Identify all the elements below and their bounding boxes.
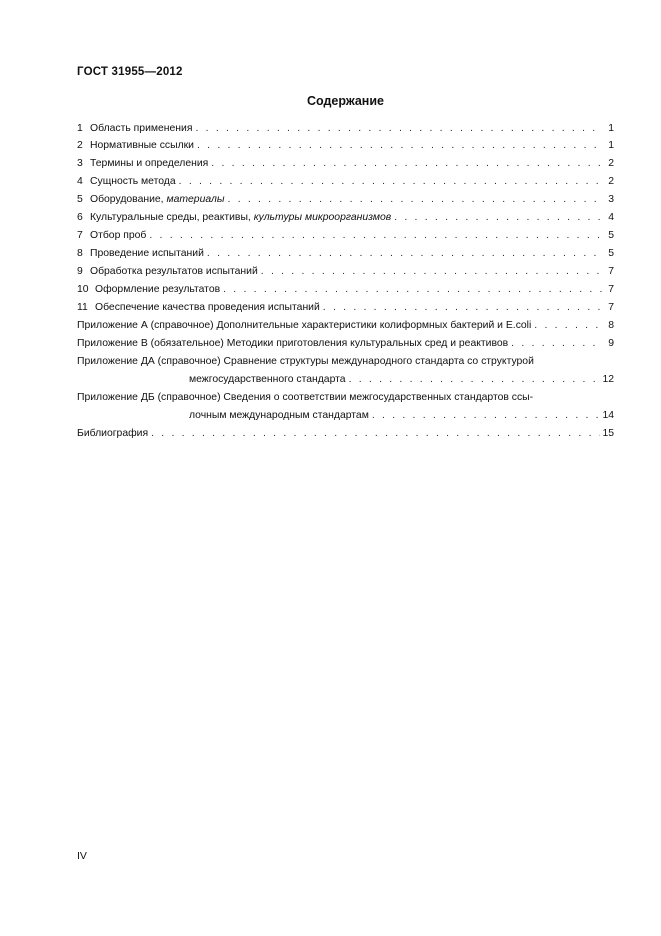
toc-item[interactable] [77,263,614,281]
toc-annex[interactable] [77,317,614,335]
document-header: ГОСТ 31955—2012 [77,66,183,78]
toc-item-page: 1 [608,123,614,134]
page-number: IV [77,850,87,862]
toc-annex-title-cont: лочным международным стандартам [189,410,369,421]
dot-leader [261,263,602,281]
toc-item-title-italic: материалы [166,194,225,205]
toc-item-page: 5 [608,230,614,241]
toc-item-title: Область применения [90,123,193,134]
toc-item-page: 7 [608,266,614,277]
toc-item-title: Оформление результатов [95,284,221,295]
dot-leader [211,155,602,173]
toc-item-number: 3 [77,158,83,169]
toc-item-page: 2 [608,158,614,169]
toc-item-page: 3 [608,194,614,205]
toc-annex-title: Приложение ДА (справочное) Сравнение структуры международного стандарта со структурой [77,356,534,367]
toc-item[interactable] [77,209,614,227]
page-title: Содержание [306,94,384,108]
toc-item-page: 7 [608,284,614,295]
toc-annex-continuation[interactable] [77,407,614,425]
dot-leader [149,227,602,245]
toc-item[interactable] [77,299,614,317]
dot-leader [534,317,602,335]
toc-annex-continuation[interactable] [77,371,614,389]
toc-item-page: 4 [608,212,614,223]
toc-item[interactable] [77,227,614,245]
toc-annex-page: 9 [608,338,614,349]
toc-item[interactable] [77,281,614,299]
toc-item-number: 8 [77,248,83,259]
toc-item-page: 2 [608,176,614,187]
dot-leader [511,335,602,353]
toc-item-number: 4 [77,176,83,187]
toc-item-title: Отбор проб [90,230,147,241]
dot-leader [323,299,602,317]
dot-leader [394,209,602,227]
dot-leader [223,281,602,299]
toc-item-page: 5 [608,248,614,259]
toc-annex-title-cont: межгосударственного стандарта [189,374,346,385]
toc-item-title: Термины и определения [90,158,209,169]
toc-bibliography[interactable] [77,425,614,443]
toc-item-page: 1 [608,140,614,151]
toc-bibliography-page: 15 [602,428,614,439]
toc-item-title: Обработка результатов испытаний [90,266,258,277]
toc-annex[interactable] [77,353,614,371]
toc-item-number: 2 [77,140,83,151]
toc-annex-title: Приложение А (справочное) Дополнительные характеристики колиформных бактерий и E.coli [77,320,532,331]
dot-leader [349,371,601,389]
toc-annex-page: 14 [602,410,614,421]
toc-item-title: Обеспечение качества проведения испытаний [95,302,320,313]
toc-item[interactable] [77,120,614,137]
toc-annex-page: 8 [608,320,614,331]
toc-item[interactable] [77,173,614,191]
toc-item-number: 9 [77,266,83,277]
toc-annex[interactable] [77,335,614,353]
toc-item-title-italic: культуры микроорганизмов [253,212,392,223]
dot-leader [195,120,602,138]
toc-item[interactable] [77,155,614,173]
toc-item-title: Оборудование, [90,194,167,205]
dot-leader [372,407,601,425]
toc-item[interactable] [77,191,614,209]
toc-item-number: 1 [77,123,83,134]
dot-leader [197,137,602,155]
toc-bibliography-title: Библиография [77,428,149,439]
toc-item-page: 7 [608,302,614,313]
toc-item-title: Культуральные среды, реактивы, [90,212,254,223]
table-of-contents [77,120,614,443]
toc-item-number: 5 [77,194,83,205]
toc-item-title: Нормативные ссылки [90,140,194,151]
toc-item-number: 6 [77,212,83,223]
toc-annex-page: 12 [602,374,614,385]
toc-item[interactable] [77,245,614,263]
toc-item-number: 10 [77,284,89,295]
toc-annex[interactable] [77,389,614,407]
toc-item-title: Сущность метода [90,176,176,187]
toc-item-title: Проведение испытаний [90,248,204,259]
toc-item[interactable] [77,137,614,155]
dot-leader [207,245,602,263]
toc-annex-title: Приложение В (обязательное) Методики приготовления культуральных сред и реактивов [77,338,509,349]
dot-leader [179,173,602,191]
toc-item-number: 11 [77,302,88,313]
dot-leader [228,191,602,209]
dot-leader [151,425,600,443]
toc-item-number: 7 [77,230,83,241]
toc-annex-title: Приложение ДБ (справочное) Сведения о соответствии межгосударственных стандартов ссы- [77,392,534,403]
